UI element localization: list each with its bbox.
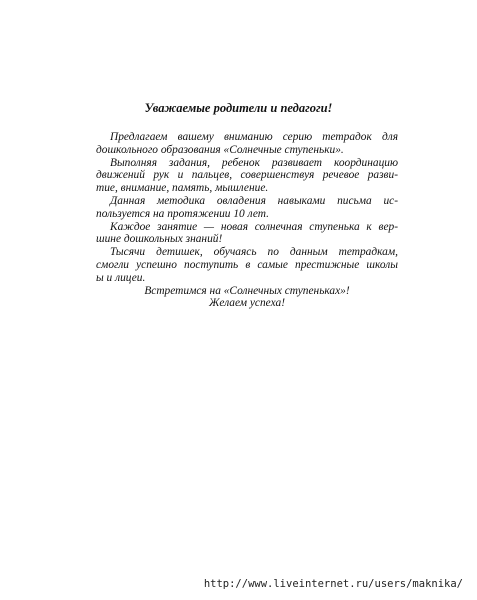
body-line: ы и лицеи.: [96, 271, 146, 284]
body-line: Данная методика овладения навыками письма ис-: [110, 194, 398, 207]
body-line: пользуется на протяжении 10 лет.: [96, 207, 269, 220]
body-line: смогли успешно поступить в самые престижные школы: [96, 258, 398, 271]
document-title: Уважаемые родители и педагоги!: [144, 101, 333, 115]
body-line: Каждое занятие — новая солнечная ступенька к вер-: [110, 220, 398, 233]
document-body: [96, 131, 398, 310]
watermark-url: http://www.liveinternet.ru/users/maknika/: [203, 578, 463, 590]
closing-line: Желаем успеха!: [208, 297, 285, 310]
body-line: Предлагаем вашему вниманию серию тетрадок для: [110, 131, 398, 143]
body-line: Выполняя задания, ребенок развивает координацию: [110, 156, 398, 169]
body-line: тие, внимание, память, мышление.: [96, 182, 269, 195]
body-line: шине дошкольных знаний!: [96, 233, 223, 246]
body-line: движений рук и пальцев, совершенствуя речевое разви-: [96, 169, 398, 182]
closing-line: Встретимся на «Солнечных ступеньках»!: [144, 284, 350, 297]
body-line: Тысячи детишек, обучаясь по данным тетрадкам,: [110, 246, 398, 259]
body-line: дошкольного образования «Солнечные ступеньки».: [96, 143, 344, 156]
